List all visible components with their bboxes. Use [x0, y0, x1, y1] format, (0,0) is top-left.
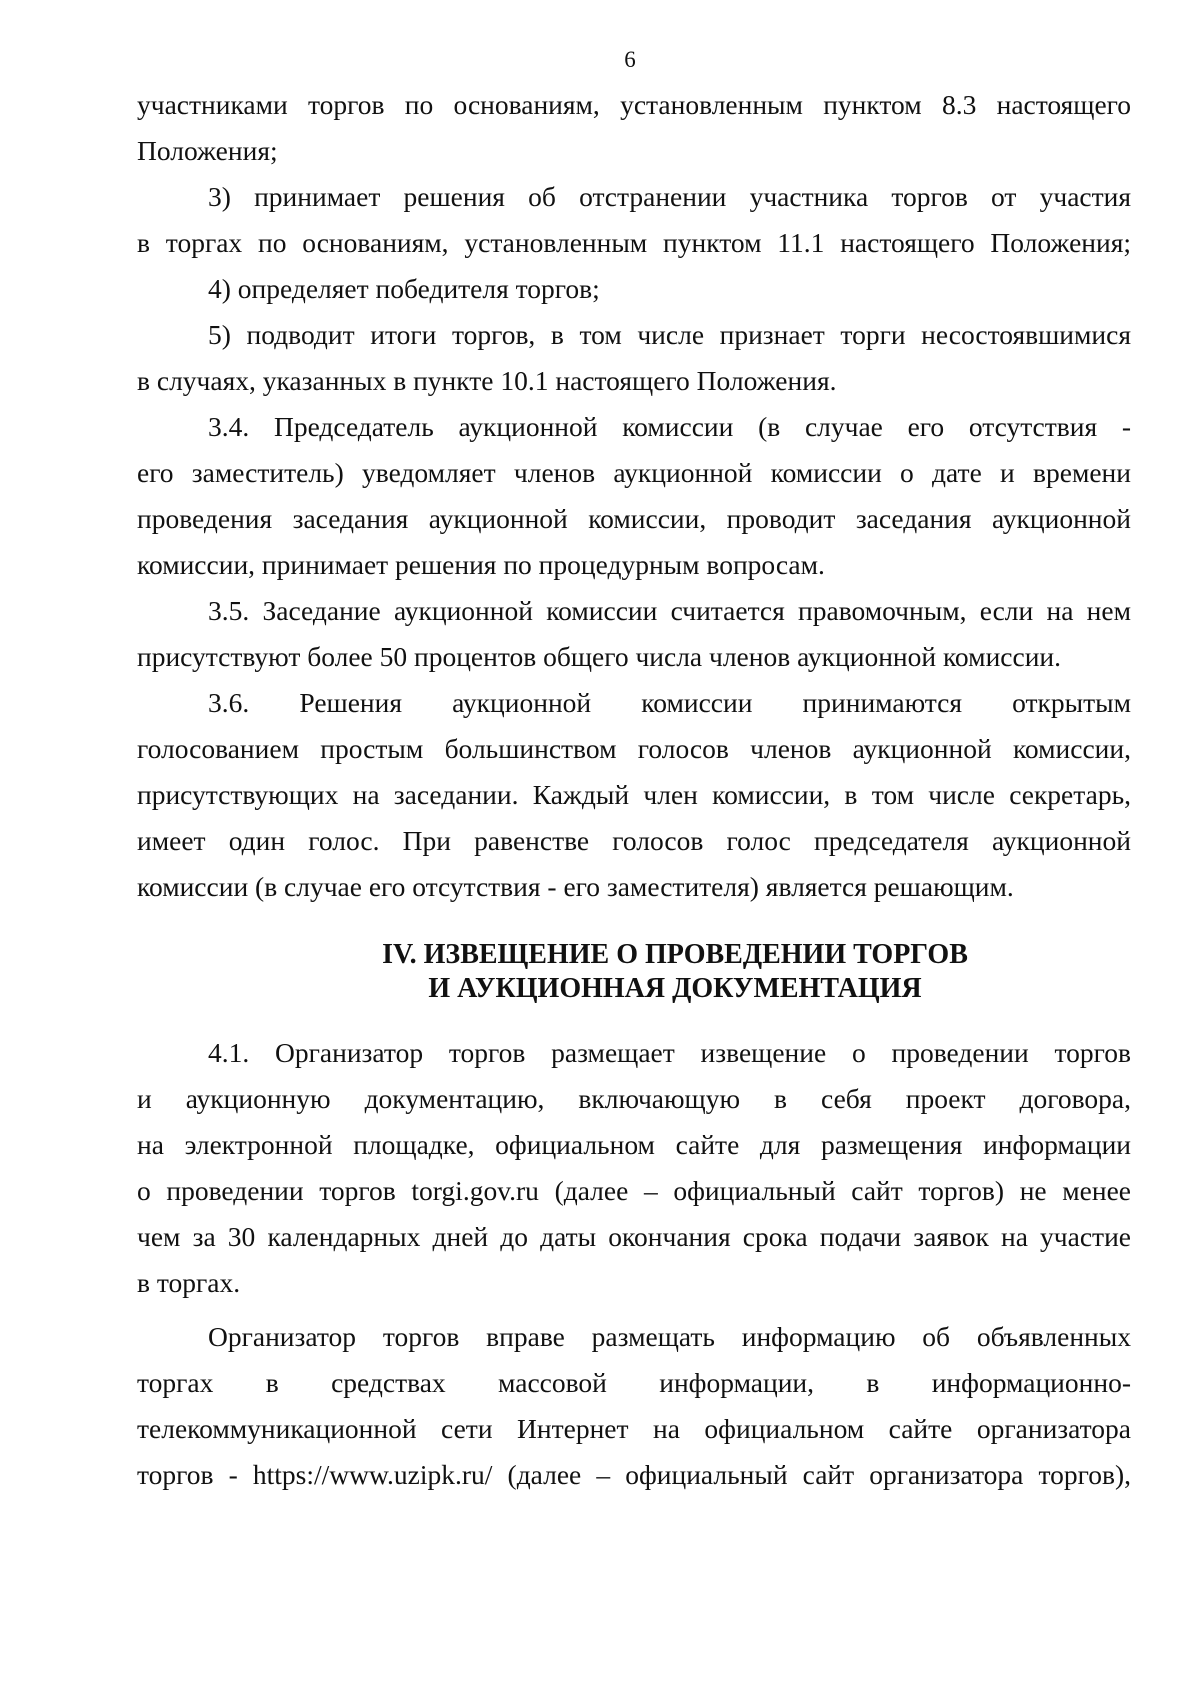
text-line: Организатор торгов вправе размещать информацию об объявленных: [208, 1321, 1131, 1352]
text-line: 3.4. Председатель аукционной комиссии (в случае его отсутствия -: [208, 411, 1131, 442]
text-line: в торгах по основаниям, установленным пунктом 11.1 настоящего Положения;: [137, 227, 1131, 258]
text-line: 4.1. Организатор торгов размещает извещение о проведении торгов: [208, 1037, 1131, 1068]
text-line: на электронной площадке, официальном сайте для размещения информации: [137, 1129, 1131, 1160]
text-line: имеет один голос. При равенстве голосов голос председателя аукционной: [137, 825, 1131, 856]
text-line: 3) принимает решения об отстранении участника торгов от участия: [208, 181, 1131, 212]
text-line: его заместитель) уведомляет членов аукционной комиссии о дате и времени: [137, 457, 1131, 488]
text-line: 4) определяет победителя торгов;: [208, 273, 600, 304]
text-line: проведения заседания аукционной комиссии, проводит заседания аукционной: [137, 503, 1131, 534]
text-line: голосованием простым большинством голосов членов аукционной комиссии,: [137, 733, 1131, 764]
text-line: присутствуют более 50 процентов общего числа членов аукционной комиссии.: [137, 641, 1062, 672]
text-line: 3.5. Заседание аукционной комиссии считается правомочным, если на нем: [208, 595, 1131, 626]
text-line: в случаях, указанных в пункте 10.1 настоящего Положения.: [137, 365, 837, 396]
text-line: чем за 30 календарных дней до даты окончания срока подачи заявок на участие: [137, 1221, 1131, 1252]
text-line: торгов - https://www.uzipk.ru/ (далее – официальный сайт организатора торгов),: [137, 1459, 1131, 1490]
text-line: о проведении торгов torgi.gov.ru (далее – официальный сайт торгов) не менее: [137, 1175, 1131, 1206]
text-line: 3.6. Решения аукционной комиссии принимаются открытым: [208, 687, 1131, 718]
page-number: 6: [624, 47, 636, 72]
section-heading: IV. ИЗВЕЩЕНИЕ О ПРОВЕДЕНИИ ТОРГОВ: [382, 939, 968, 970]
text-line: торгах в средствах массовой информации, в информационно-: [137, 1367, 1131, 1398]
text-line: телекоммуникационной сети Интернет на официальном сайте организатора: [137, 1413, 1131, 1444]
text-line: и аукционную документацию, включающую в себя проект договора,: [137, 1083, 1131, 1114]
text-line: Положения;: [137, 135, 278, 166]
text-line: 5) подводит итоги торгов, в том числе признает торги несостоявшимися: [208, 319, 1131, 350]
section-heading: И АУКЦИОННАЯ ДОКУМЕНТАЦИЯ: [428, 973, 922, 1004]
text-line: комиссии (в случае его отсутствия - его заместителя) является решающим.: [137, 871, 1014, 902]
text-line: в торгах.: [137, 1267, 241, 1298]
text-line: участниками торгов по основаниям, установленным пунктом 8.3 настоящего: [137, 89, 1131, 120]
text-line: комиссии, принимает решения по процедурным вопросам.: [137, 549, 825, 580]
text-line: присутствующих на заседании. Каждый член комиссии, в том числе секретарь,: [137, 779, 1131, 810]
